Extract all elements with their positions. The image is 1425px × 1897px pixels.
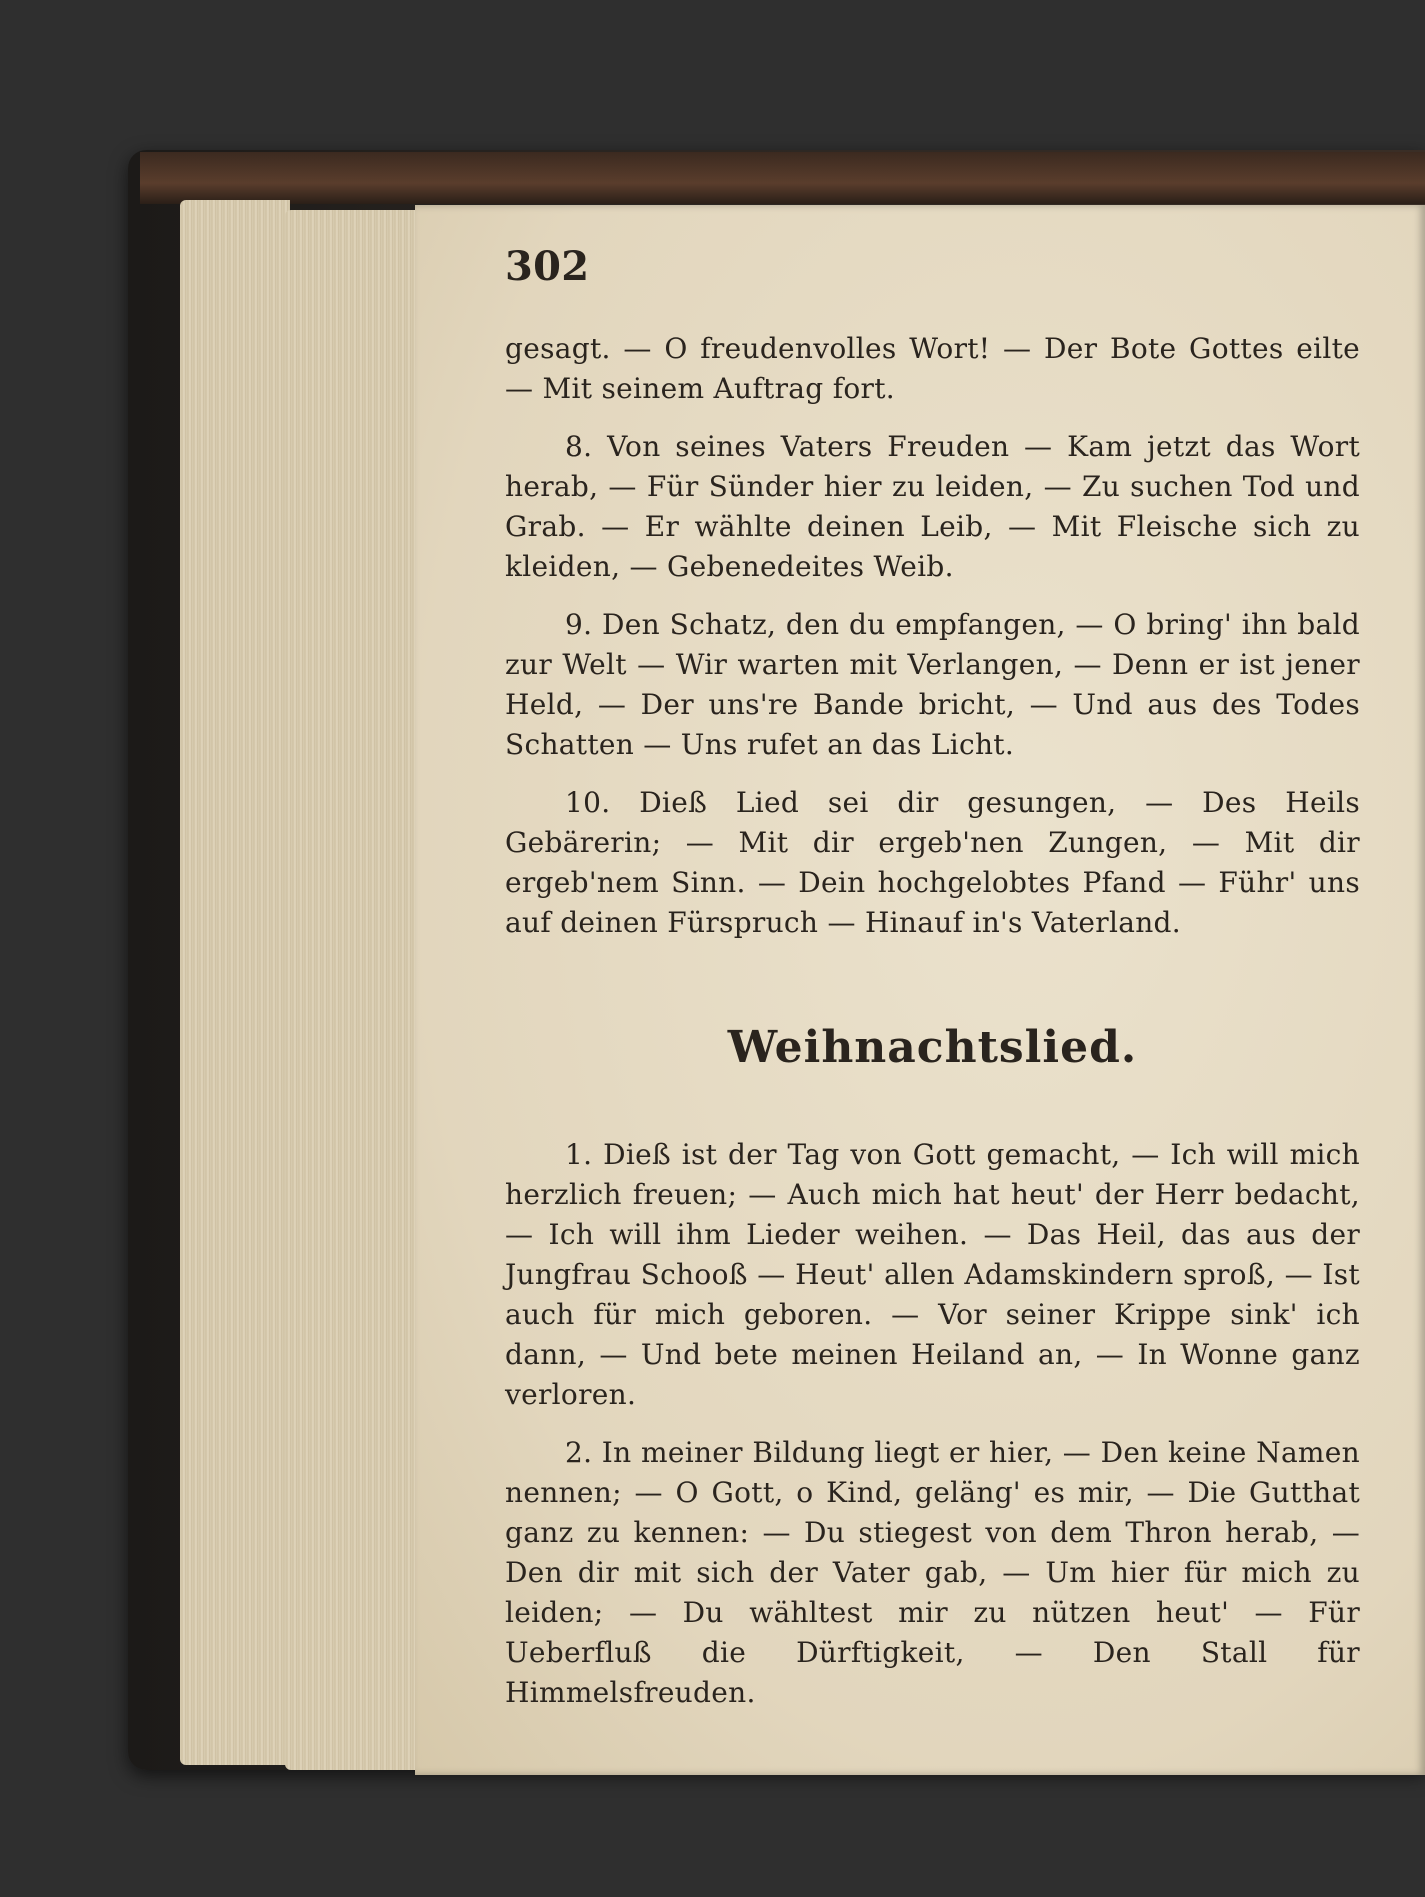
paragraph-continuation: gesagt. — O freudenvolles Wort! — Der Bote Gottes eilte — Mit seinem Auftrag fort. [505, 332, 1360, 405]
page-edges-left [180, 200, 290, 1765]
paragraph-verse-2: 2. In meiner Bildung liegt er hier, — Den keine Namen nennen; — O Gott, o Kind, geläng' es mir, — Die Gutthat ganz zu kennen: — Du stiegest von dem Thron herab, — Den dir mit sich der Vater gab, — Um hier für mich zu leiden; — Du wähltest mir zu nützen heut' — Für Ueberfluß die Dürftigkeit, — Den Stall für Himmelsfreuden. [505, 1436, 1360, 1709]
paragraph-verse-10: 10. Dieß Lied sei dir gesungen, — Des Heils Gebärerin; — Mit dir ergeb'nen Zungen, — Mit dir ergeb'nem Sinn. — Dein hochgelobtes Pfand — Führ' uns auf deinen Fürspruch — Hinauf in's Vaterland. [505, 786, 1360, 939]
book-spine-top [140, 152, 1425, 204]
song-heading: Weihnachtslied. [727, 1022, 1138, 1073]
page-edges-middle [285, 210, 425, 1770]
paragraph-verse-8: 8. Von seines Vaters Freuden — Kam jetzt das Wort herab, — Für Sünder hier zu leiden, — Zu suchen Tod und Grab. — Er wählte deinen Leib, — Mit Fleische sich zu kleiden, — Gebenedeites Weib. [505, 430, 1360, 583]
page-text [505, 245, 1360, 1731]
paragraph-verse-1: 1. Dieß ist der Tag von Gott gemacht, — Ich will mich herzlich freuen; — Auch mich hat heut' der Herr bedacht, — Ich will ihm Lieder weihen. — Das Heil, das aus der Jungfrau Schooß — Heut' allen Adamskindern sproß, — Ist auch für mich geboren. — Vor seiner Krippe sink' ich dann, — Und bete meinen Heiland an, — In Wonne ganz verloren. [505, 1138, 1360, 1411]
paragraph-verse-9: 9. Den Schatz, den du empfangen, — O bring' ihn bald zur Welt — Wir warten mit Verlangen, — Denn er ist jener Held, — Der uns're Bande bricht, — Und aus des Todes Schatten — Uns rufet an das Licht. [505, 608, 1360, 761]
page-number: 302 [505, 243, 590, 290]
